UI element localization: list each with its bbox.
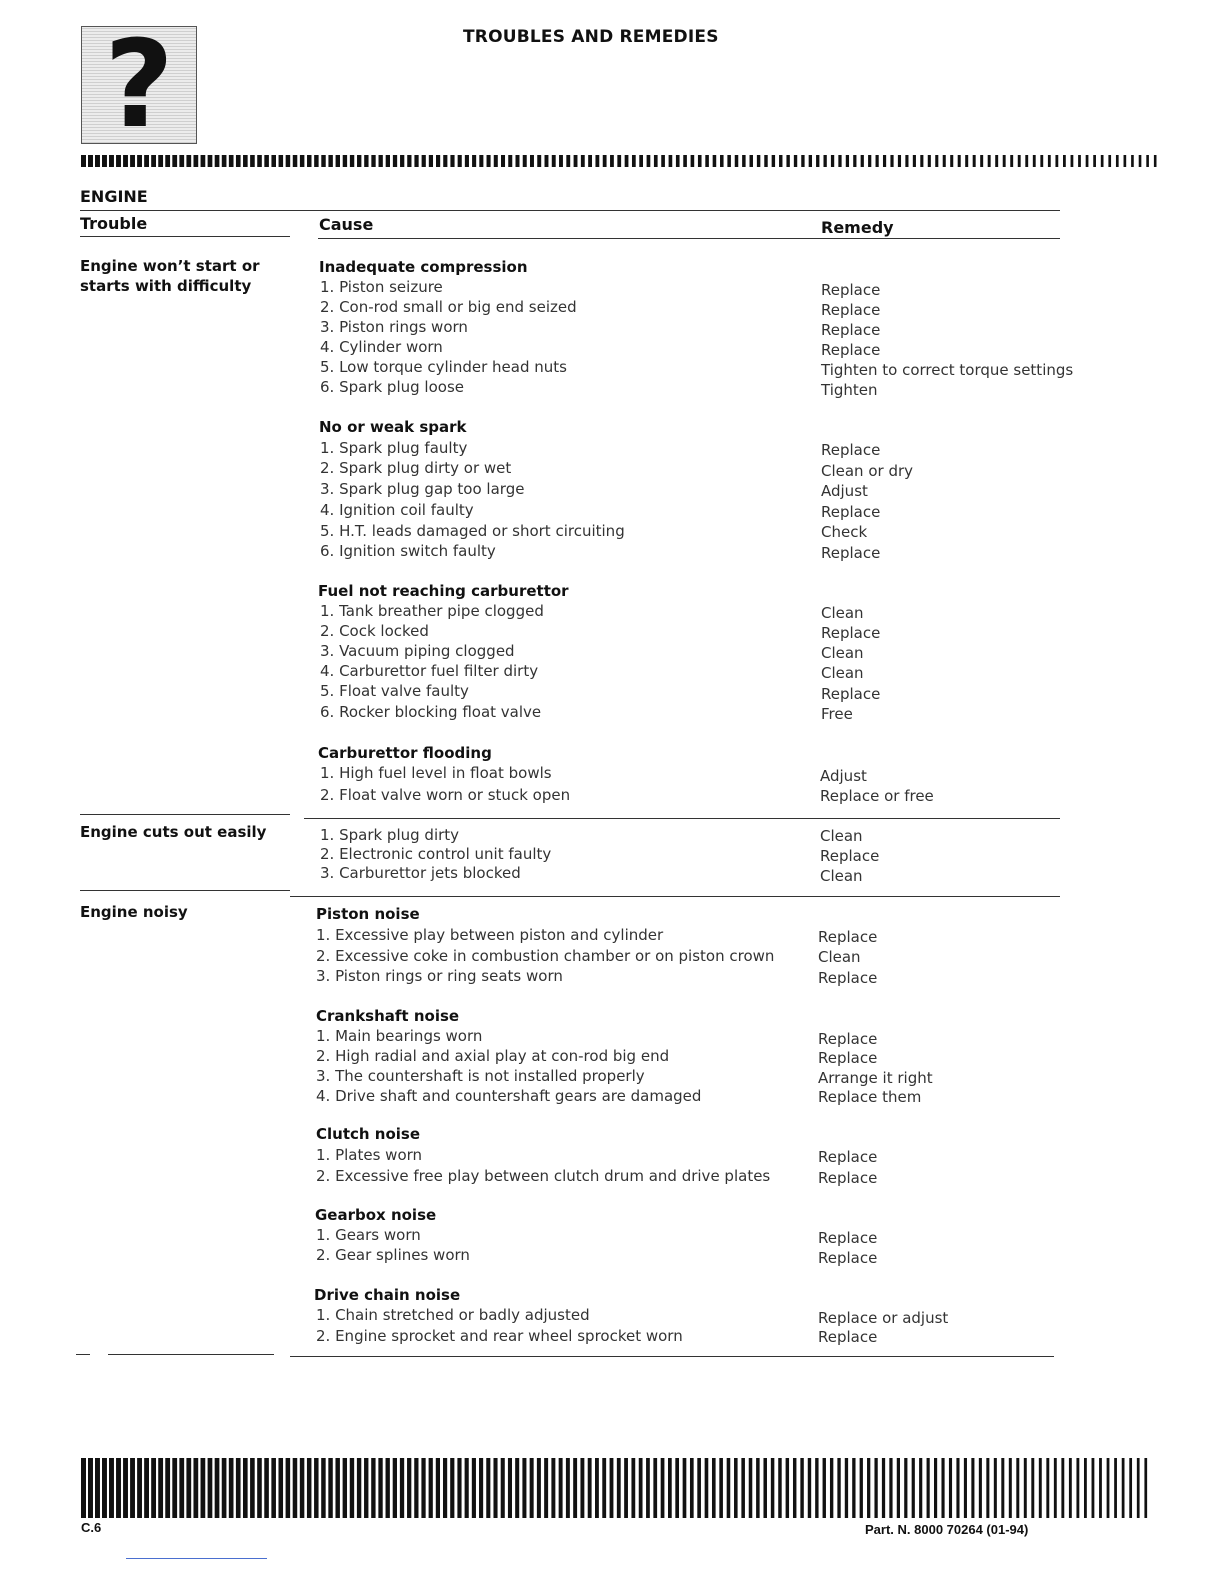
- cause-item: 6. Ignition switch faulty: [320, 542, 496, 560]
- cause-item: 3. The countershaft is not installed properly: [316, 1067, 645, 1085]
- remedy-item: Replace: [821, 301, 881, 319]
- divider: [126, 1558, 267, 1559]
- divider: [80, 814, 290, 815]
- divider: [290, 896, 1060, 897]
- cause-item: 2. Excessive coke in combustion chamber or on piston crown: [316, 947, 775, 965]
- remedy-item: Clean or dry: [821, 462, 914, 480]
- remedy-item: Clean: [818, 948, 861, 966]
- cause-item: 5. Float valve faulty: [320, 682, 469, 700]
- remedy-item: Replace: [821, 321, 881, 339]
- cause-item: 1. Plates worn: [316, 1146, 423, 1164]
- cause-item: 1. Spark plug dirty: [320, 826, 460, 844]
- remedy-item: Replace: [818, 1049, 878, 1067]
- remedy-item: Replace: [818, 1148, 878, 1166]
- cause-item: 5. Low torque cylinder head nuts: [320, 358, 567, 376]
- remedy-item: Tighten: [821, 381, 878, 399]
- cause-item: 4. Cylinder worn: [320, 338, 443, 356]
- remedy-item: Clean: [820, 867, 863, 885]
- cause-item: 3. Piston rings or ring seats worn: [316, 967, 563, 985]
- divider: [290, 1356, 1054, 1357]
- cause-item: 3. Piston rings worn: [320, 318, 468, 336]
- remedy-item: Replace: [818, 1169, 878, 1187]
- divider: [80, 890, 290, 891]
- cause-group-heading: Crankshaft noise: [316, 1007, 460, 1025]
- cause-item: 2. Excessive free play between clutch drum and drive plates: [316, 1167, 771, 1185]
- cause-group-heading: Piston noise: [316, 905, 420, 923]
- cause-item: 1. Main bearings worn: [316, 1027, 483, 1045]
- remedy-item: Replace or free: [820, 787, 934, 805]
- trouble-label: Engine noisy: [80, 903, 188, 921]
- cause-group-heading: Drive chain noise: [314, 1286, 461, 1304]
- cause-item: 4. Drive shaft and countershaft gears are damaged: [316, 1087, 702, 1105]
- divider: [318, 238, 1060, 239]
- cause-item: 2. Con-rod small or big end seized: [320, 298, 577, 316]
- trouble-label: Engine cuts out easily: [80, 823, 267, 841]
- cause-group-heading: Carburettor flooding: [318, 744, 492, 762]
- part-number: Part. N. 8000 70264 (01-94): [865, 1522, 1029, 1537]
- column-header-remedy: Remedy: [821, 218, 894, 237]
- remedy-item: Replace: [818, 1328, 878, 1346]
- remedy-item: Replace: [820, 847, 880, 865]
- cause-item: 3. Carburettor jets blocked: [320, 864, 521, 882]
- remedy-item: Replace: [821, 544, 881, 562]
- cause-item: 2. Electronic control unit faulty: [320, 845, 552, 863]
- remedy-item: Replace: [821, 281, 881, 299]
- divider: [80, 236, 290, 237]
- remedy-item: Tighten to correct torque settings: [821, 361, 1074, 379]
- remedy-item: Replace: [821, 341, 881, 359]
- cause-item: 2. Spark plug dirty or wet: [320, 459, 512, 477]
- question-mark-logo: [81, 16, 197, 155]
- remedy-item: Replace: [818, 1030, 878, 1048]
- cause-item: 6. Rocker blocking float valve: [320, 703, 542, 721]
- column-header-cause: Cause: [319, 215, 374, 234]
- remedy-item: Clean: [821, 644, 864, 662]
- remedy-item: Replace or adjust: [818, 1309, 949, 1327]
- cause-item: 2. High radial and axial play at con-rod big end: [316, 1047, 670, 1065]
- bottom-barcode-strip: [81, 1458, 1151, 1518]
- remedy-item: Replace: [818, 1249, 878, 1267]
- cause-item: 5. H.T. leads damaged or short circuiting: [320, 522, 625, 540]
- remedy-item: Clean: [821, 664, 864, 682]
- cause-group-heading: No or weak spark: [319, 418, 467, 436]
- column-header-trouble: Trouble: [80, 214, 148, 233]
- cause-item: 1. Excessive play between piston and cylinder: [316, 926, 664, 944]
- cause-item: 6. Spark plug loose: [320, 378, 464, 396]
- trouble-label: Engine won’t start or starts with difficulty: [80, 257, 260, 295]
- section-title: ENGINE: [80, 187, 148, 206]
- divider: [80, 210, 1060, 211]
- cause-item: 2. Float valve worn or stuck open: [320, 786, 571, 804]
- cause-item: 4. Carburettor fuel filter dirty: [320, 662, 539, 680]
- cause-group-heading: Inadequate compression: [319, 258, 528, 276]
- page-number: C.6: [81, 1520, 102, 1535]
- cause-item: 1. Chain stretched or badly adjusted: [316, 1306, 590, 1324]
- cause-item: 1. Piston seizure: [320, 278, 443, 296]
- remedy-item: Replace: [821, 624, 881, 642]
- cause-group-heading: Gearbox noise: [315, 1206, 437, 1224]
- remedy-item: Clean: [821, 604, 864, 622]
- top-barcode-strip: [81, 155, 1157, 167]
- cause-item: 2. Engine sprocket and rear wheel sprocket worn: [316, 1327, 683, 1345]
- remedy-item: Clean: [820, 827, 863, 845]
- cause-group-heading: Clutch noise: [316, 1125, 421, 1143]
- remedy-item: Replace them: [818, 1088, 922, 1106]
- cause-item: 1. High fuel level in float bowls: [320, 764, 552, 782]
- remedy-item: Free: [821, 705, 853, 723]
- cause-group-heading: Fuel not reaching carburettor: [318, 582, 569, 600]
- remedy-item: Arrange it right: [818, 1069, 933, 1087]
- remedy-item: Replace: [821, 441, 881, 459]
- remedy-item: Adjust: [821, 482, 868, 500]
- remedy-item: Replace: [818, 969, 878, 987]
- remedy-item: Replace: [821, 503, 881, 521]
- divider: [304, 818, 1060, 819]
- cause-item: 1. Gears worn: [316, 1226, 421, 1244]
- cause-item: 1. Spark plug faulty: [320, 439, 468, 457]
- page-title: TROUBLES AND REMEDIES: [463, 27, 719, 47]
- cause-item: 3. Spark plug gap too large: [320, 480, 525, 498]
- cause-item: 2. Cock locked: [320, 622, 429, 640]
- remedy-item: Replace: [821, 685, 881, 703]
- cause-item: 4. Ignition coil faulty: [320, 501, 474, 519]
- question-mark-icon: ?: [104, 16, 174, 155]
- remedy-item: Adjust: [820, 767, 867, 785]
- cause-item: 3. Vacuum piping clogged: [320, 642, 515, 660]
- divider: [108, 1354, 274, 1355]
- divider: [76, 1354, 90, 1355]
- remedy-item: Check: [821, 523, 868, 541]
- remedy-item: Replace: [818, 1229, 878, 1247]
- cause-item: 1. Tank breather pipe clogged: [320, 602, 544, 620]
- remedy-item: Replace: [818, 928, 878, 946]
- cause-item: 2. Gear splines worn: [316, 1246, 470, 1264]
